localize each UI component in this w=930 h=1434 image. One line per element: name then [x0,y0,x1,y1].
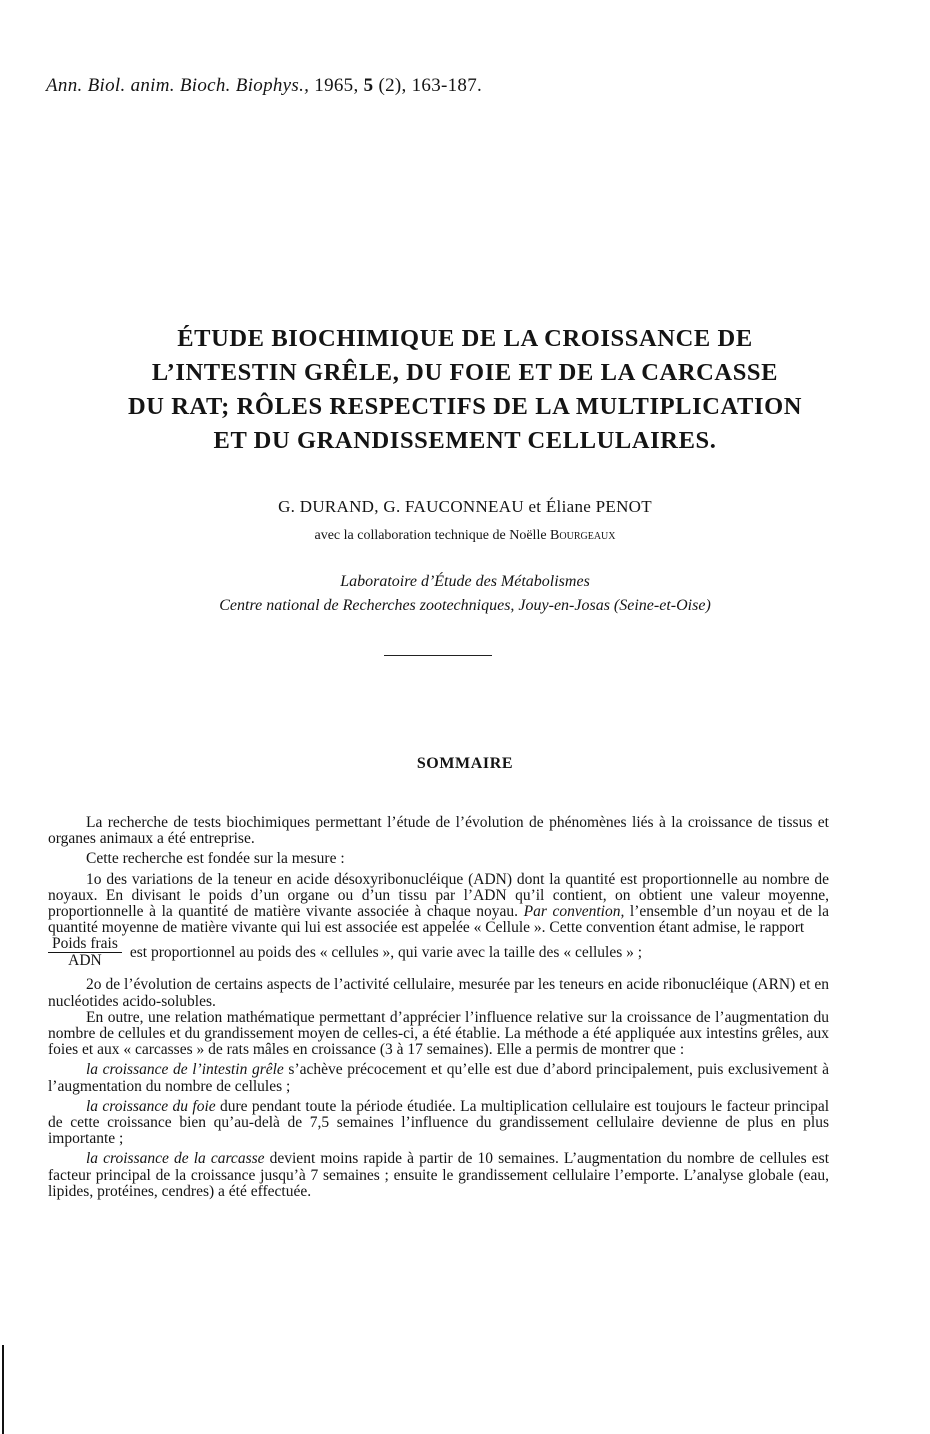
separator-rule [384,655,492,656]
paragraph-text: s’achève précocement et qu’elle est due d’abord principalement, puis exclusivement à l’augmentation du nombre de cellules ; [48,1061,829,1095]
summary-paragraph [48,872,829,937]
journal-citation [46,75,482,97]
summary-paragraph: En outre, une relation mathématique permettant d’apprécier l’influence relative sur la croissance de l’augmentation du nombre de cellules et du grandissement moyen de celles-ci, a été établie. La méthode a été appliquée aux intestins grêles, aux foies et aux « carcasses » de rats mâles en croissance (3 à 17 semaines). Elle a permis de montrer que : [48,1008,829,1059]
title-line: DU RAT; RÔLES RESPECTIFS DE LA MULTIPLICATION [127,393,803,420]
paragraph-text: l’ensemble d’un noyau et de la quantité moyenne de matière vivante qui lui est associée est appelée « Cellule ». Cette convention étant admise, le rapport [48,903,829,937]
fraction-line [48,936,829,969]
title-line: ET DU GRANDISSEMENT CELLULAIRES. [213,427,717,454]
fraction-numerator: Poids frais [48,936,122,953]
ratio-fraction [48,936,122,969]
fraction-denominator: ADN [68,952,102,970]
affiliation [0,570,930,618]
paragraph-italic: la croissance du foie [86,1097,216,1115]
summary-body [48,815,829,1204]
paragraph-text: est proportionnel au poids des « cellules », qui varie avec la taille des « cellules » ; [129,943,643,961]
paragraph-text: dure pendant toute la période étudiée. La multiplication cellulaire est toujours le facteur principal de cette croissance bien qu’au-delà de 7,5 semaines l’influence du grandissement cellulaire devienne de plus en plus importante ; [48,1097,830,1148]
collaborator-name: Bourgeaux [550,528,616,543]
paragraph-italic: Par convention, [523,903,625,921]
summary-paragraph [48,1062,829,1094]
affiliation-lab: Laboratoire d’Étude des Métabolismes [340,573,590,590]
scan-margin-bar [2,1345,4,1434]
section-title: SOMMAIRE [416,755,514,772]
affiliation-centre: Centre national de Recherches zootechniques, Jouy-en-Josas (Seine-et-Oise) [219,597,711,614]
paragraph-text: 1o des variations de la teneur en acide désoxyribonucléique (ADN) dont la quantité est proportionnelle au nombre de noyaux. En divisant le poids d’un organe ou d’un tissu par l’ADN qu’il contient, on obtient une valeur moyenne, proportionnelle à la quantité de matière vivante associée à chaque noyau. [48,870,829,921]
paragraph-italic: la croissance de la carcasse [86,1150,265,1168]
summary-paragraph [48,1151,829,1200]
citation-issue-pages: (2), 163-187. [378,75,483,96]
summary-paragraph: Cette recherche est fondée sur la mesure : [86,850,345,868]
citation-year: 1965, [314,75,359,96]
summary-paragraph [48,1099,829,1148]
article-title [40,322,890,458]
summary-paragraph: 2o de l’évolution de certains aspects de l’activité cellulaire, mesurée par les teneurs en acide ribonucléique (ARN) et en nucléotides acido-solubles. [48,976,829,1010]
authors: G. DURAND, G. FAUCONNEAU et Éliane PENOT [278,497,652,516]
title-line: ÉTUDE BIOCHIMIQUE DE LA CROISSANCE DE [177,325,753,352]
citation-volume: 5 [363,75,374,96]
collaboration-prefix: avec la collaboration technique de Noëlle [314,528,547,543]
summary-paragraph: La recherche de tests biochimiques permettant l’étude de l’évolution de phénomènes liés à la croissance de tissus et organes animaux a été entreprise. [48,814,829,848]
citation-journal: Ann. Biol. anim. Bioch. Biophys., [46,75,310,96]
technical-collaboration [0,528,930,544]
paragraph-text: devient moins rapide à partir de 10 semaines. L’augmentation du nombre de cellules est facteur principal de la croissance jusqu’à 7 semaines ; ensuite le grandissement cellulaire l’emporte. L’analyse globale (eau, lipides, protéines, cendres) a été effectuée. [48,1150,830,1200]
paragraph-italic: la croissance de l’intestin grêle [86,1061,284,1079]
title-line: L’INTESTIN GRÊLE, DU FOIE ET DE LA CARCASSE [151,359,779,386]
